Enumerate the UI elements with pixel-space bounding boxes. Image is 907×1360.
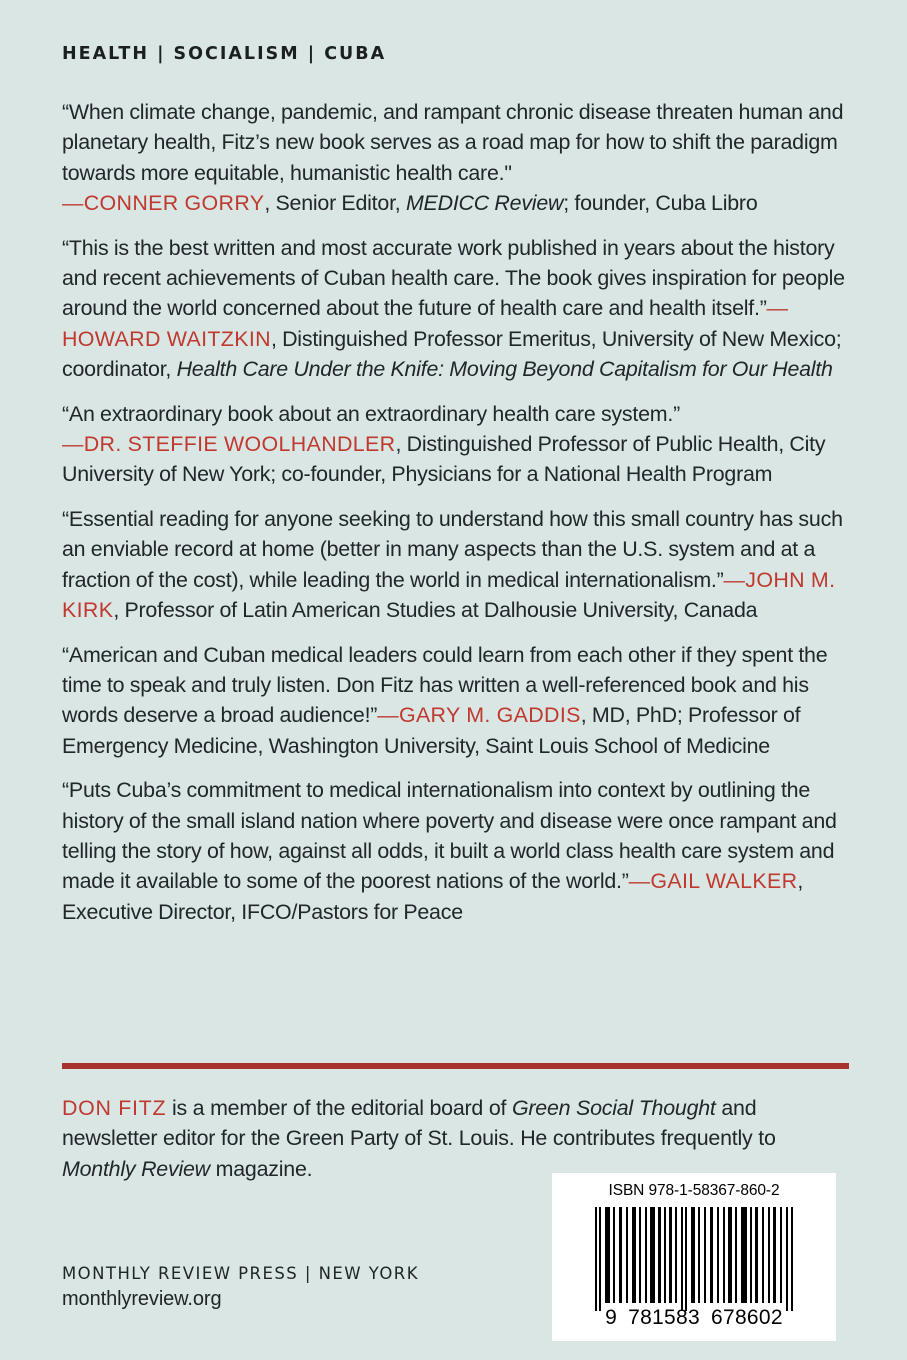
isbn-label: ISBN 978-1-58367-860-2 [608, 1182, 780, 1199]
red-divider-rule [62, 1063, 849, 1069]
blurb-dash: — [723, 567, 746, 592]
blurb-quote-text: “Puts Cuba’s commitment to medical internationalism into context by outlining the history of the small island nation where poverty and disease were once rampant and telling the story of how, against all odds, it built a world class health care system and made it available to some of the poorest nations of the world.” [62, 778, 837, 894]
author-bio-italic-2: Monthly Review [62, 1156, 210, 1181]
blurb-credential-pre: , Executive Director, IFCO/Pastors for Peace [62, 869, 804, 924]
barcode-left-group: 781583 [628, 1306, 700, 1329]
blurb-credential-pre: , Professor of Latin American Studies at Dalhousie University, Canada [113, 597, 758, 622]
blurb-credential-italic: Health Care Under the Knife: Moving Beyond Capitalism for Our Health [176, 356, 833, 381]
blurb-quote-text: “An extraordinary book about an extraordinary health care system.” [62, 401, 680, 426]
blurb-quote-text: “Essential reading for anyone seeking to understand how this small country has such an enviable record at home (better in many aspects than the U.S. system and at a fraction of the cost), while leading the world in medical internationalism.” [62, 507, 843, 592]
blurb-attribution-name: DR. STEFFIE WOOLHANDLER [83, 431, 396, 456]
author-bio-text-2: and newsletter editor for the Green Party of St. Louis. He contributes frequently to [62, 1096, 776, 1151]
blurb-credential-pre: , Senior Editor, [264, 190, 406, 215]
author-bio-text-1: is a member of the editorial board of [166, 1096, 512, 1120]
blurb-quote-text: “This is the best written and most accurate work published in years about the history and recent achievements of Cuban health care. The book gives inspiration for people around the world concerned about the future of health care and health itself.” [62, 235, 845, 321]
barcode-bars-graphic [595, 1207, 793, 1311]
blurb-waitzkin [62, 233, 850, 384]
blurb-attribution-name: CONNER GORRY [83, 190, 265, 215]
barcode-digits [588, 1306, 800, 1330]
author-bio-text-3: magazine. [209, 1156, 313, 1181]
blurb-dash: — [62, 190, 84, 215]
blurb-dash: — [62, 431, 84, 456]
blurb-kirk [62, 504, 850, 625]
blurb-attribution-name: GARY M. GADDIS [398, 703, 581, 728]
blurb-dash: — [766, 296, 789, 321]
category-kicker: HEALTH | SOCIALISM | CUBA [62, 44, 387, 64]
blurb-gorry [62, 97, 850, 218]
author-bio-italic-1: Green Social Thought [511, 1096, 716, 1120]
author-bio [62, 1093, 850, 1184]
barcode-lead-digit: 9 [605, 1306, 618, 1329]
author-name: DON FITZ [62, 1096, 167, 1120]
blurb-credential-post: ; founder, Cuba Libro [563, 190, 758, 215]
blurb-attribution-name: HOWARD WAITZKIN [62, 326, 271, 351]
blurb-credential-pre: , Distinguished Professor of Public Health, City University of New York; co-founder, Physicians for a National Health Program [62, 431, 826, 487]
blurb-credential-pre: , Distinguished Professor Emeritus, University of New Mexico; coordinator, [62, 326, 842, 381]
blurb-walker [62, 775, 850, 926]
blurb-attribution-name: JOHN M. KIRK [62, 567, 836, 622]
publisher-imprint: MONTHLY REVIEW PRESS | NEW YORK [62, 1264, 419, 1283]
blurb-attribution-name: GAIL WALKER [650, 869, 798, 894]
publisher-url: monthlyreview.org [62, 1288, 222, 1310]
blurb-dash: — [628, 869, 651, 894]
blurb-woolhandler [62, 399, 850, 490]
isbn-barcode [552, 1173, 836, 1341]
publisher-block [62, 1264, 419, 1311]
blurb-credential-pre: , MD, PhD; Professor of Emergency Medicine, Washington University, Saint Louis School of Medicine [62, 703, 801, 758]
blurb-quote-text: “American and Cuban medical leaders could learn from each other if they spent the time to speak and truly listen. Don Fitz has written a well-referenced book and his words deserve a broad audience!” [62, 642, 828, 728]
blurb-quote-text: “When climate change, pandemic, and rampant chronic disease threaten human and planetary health, Fitz’s new book serves as a road map for how to shift the paradigm towards more equitable, humanistic health care." [62, 100, 844, 185]
blurb-credential-italic: MEDICC Review [405, 190, 564, 215]
blurb-dash: — [377, 703, 399, 728]
blurb-list [62, 97, 850, 927]
blurb-gaddis [62, 640, 850, 761]
barcode-right-group: 678602 [710, 1306, 783, 1329]
